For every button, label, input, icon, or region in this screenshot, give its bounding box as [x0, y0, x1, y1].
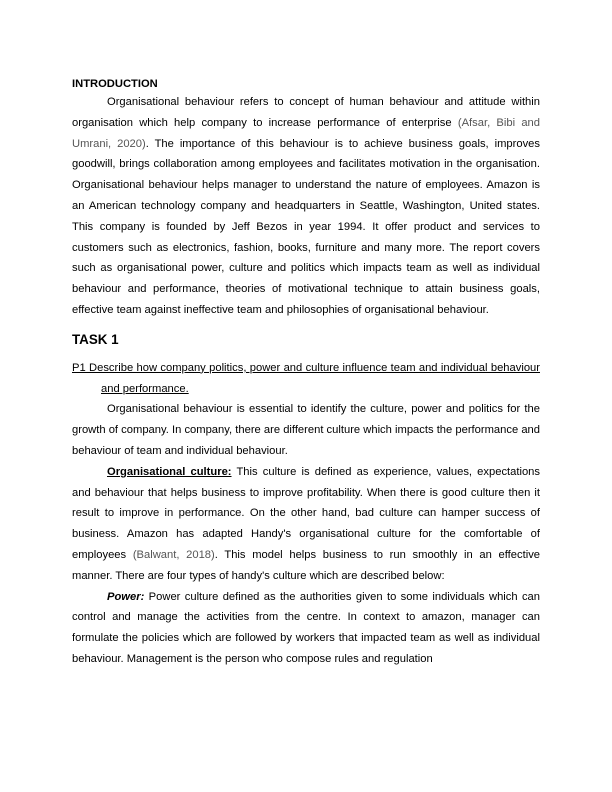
- intro-citation: (Afsar, Bibi and Umrani, 2020): [72, 116, 540, 150]
- power-text: Power culture defined as the authorities given to some individuals which can control and manage the activities from the centre. In context to amazon, manager can formulate the policies which are followed by workers that impacted team as well as individual behaviour. Management is the person who compose rules and regulation: [72, 590, 540, 665]
- culture-text-part-2: . This model helps business to run smoothly in an effective manner. There are four types of handy's culture which are described below:: [72, 548, 541, 582]
- culture-text-part-1: This culture is defined as experience, values, expectations and behaviour that helps business to improve profitability. When there is good culture then it result to improve in performance. On the other hand, bad culture can hamper success of business. Amazon has adapted Handy's organisational culture for the comfortable of employees: [72, 465, 540, 561]
- task-1-intro-paragraph: Organisational behaviour is essential to identify the culture, power and politics for the growth of company. In company, there are different culture which impacts the performance and behaviour of team and individual behaviour.: [72, 403, 540, 457]
- intro-text-part-1: Organisational behaviour refers to concept of human behaviour and attitude within organisation which help company to increase performance of enterprise: [72, 96, 540, 129]
- power-term: Power:: [107, 590, 145, 603]
- culture-citation: (Balwant, 2018): [132, 548, 215, 561]
- task-1-heading: TASK 1: [72, 331, 119, 347]
- organisational-culture-term: Organisational culture:: [107, 465, 232, 478]
- introduction-heading: INTRODUCTION: [72, 78, 158, 90]
- document-page: [72, 76, 540, 670]
- organisational-culture-paragraph: [72, 462, 540, 587]
- intro-text-part-2: . The importance of this behaviour is to achieve business goals, improves goodwill, brings collaboration among employees and facilitates motivation in the organisation. Organisational behaviour helps manager to understand the nature of employees. Amazon is an American technology company and headquarters in Seattle, Washington, United states. This company is founded by Jeff Bezos in year 1994. It offer product and services to customers such as electronics, fashion, books, furniture and many more. The report covers such as organisational power, culture and politics which impacts team as well as individual behaviour and performance, theories of motivational technique to attain business goals, effective team against ineffective team and philosophies of organisational behaviour.: [72, 137, 540, 316]
- p1-subheading: P1 Describe how company politics, power and culture influence team and individual behaviour and performance.: [72, 361, 540, 395]
- introduction-paragraph: [72, 92, 540, 321]
- power-culture-paragraph: [72, 587, 540, 670]
